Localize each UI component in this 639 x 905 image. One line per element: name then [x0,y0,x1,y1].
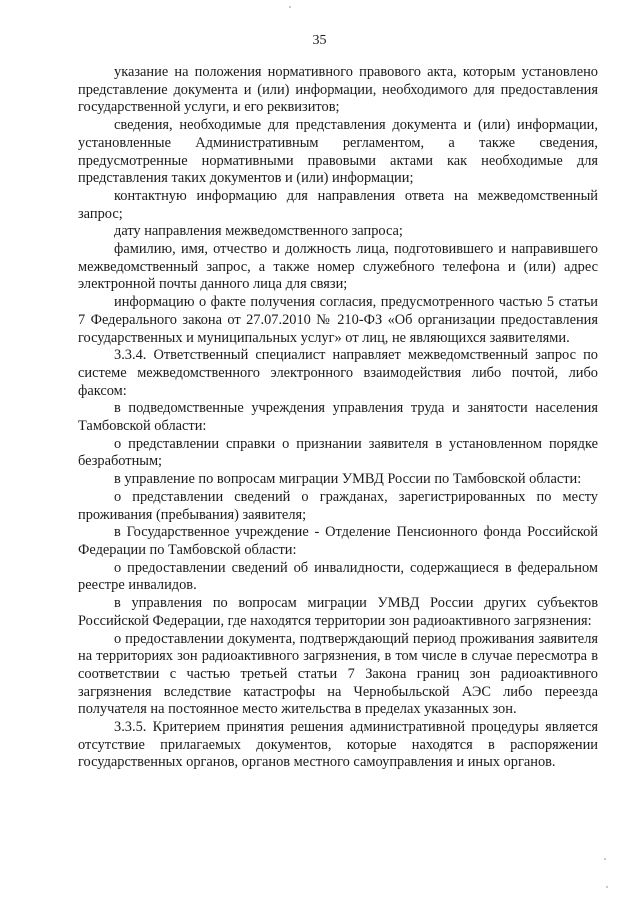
page-number: 35 [312,33,327,48]
paragraph: контактную информацию для направления ответа на межведомственный запрос; [78,187,598,222]
paragraph: в подведомственные учреждения управления труда и занятости населения Тамбовской области: [78,400,598,435]
paragraph: в Государственное учреждение - Отделение Пенсионного фонда Российской Федерации по Тамбовской области: [78,524,598,558]
paragraph: в управление по вопросам миграции УМВД России по Тамбовской области: [114,471,582,488]
paragraph: дату направления межведомственного запроса; [114,223,403,240]
paragraph: 3.3.5. Критерием принятия решения административной процедуры является отсутствие прилагаемых документов, которые находятся в распоряжении государственных органов, органов местного самоуправления и иных органов. [78,719,598,771]
paragraph: о представлении справки о признании заявителя в установленном порядке безработным; [78,435,598,470]
scan-speck [604,858,606,860]
paragraph: о предоставлении сведений об инвалидности, содержащиеся в федеральном реестре инвалидов. [78,559,598,594]
paragraph: 3.3.4. Ответственный специалист направляет межведомственный запрос по системе межведомственного электронного взаимодействия либо почтой, либо факсом: [78,347,598,399]
scan-speck [606,886,608,888]
paragraph: информацию о факте получения согласия, предусмотренного частью 5 статьи 7 Федерального закона от 27.07.2010 № 210-ФЗ «Об организации предоставления государственных и муниципальных услуг» от лиц, не являющихся заявителями. [78,294,598,346]
paragraph: о предоставлении документа, подтверждающий период проживания заявителя на территориях зон радиоактивного загрязнения, в том числе в случае пересмотра в соответствии с частью третьей статьи 7 Закона границ зон радиоактивного загрязнения вследствие катастрофы на Чернобыльской АЭС либо переезда получателя на постоянное место жительства в пределах указанных зон. [78,630,598,718]
paragraph: в управления по вопросам миграции УМВД России других субъектов Российской Федерации, где находятся территории зон радиоактивного загрязнения: [78,595,598,629]
paragraph: о представлении сведений о гражданах, зарегистрированных по месту проживания (пребывания) заявителя; [78,488,598,523]
document-body [78,64,598,772]
paragraph: указание на положения нормативного правового акта, которым установлено представление документа и (или) информации, необходимого для предоставления государственной услуги, и его реквизитов; [78,64,598,116]
paragraph: сведения, необходимые для представления документа и (или) информации, установленные Административным регламентом, а также сведения, предусмотренные нормативными правовыми актами как необходимые для представления таких документов и (или) информации; [78,117,598,187]
scan-speck [289,6,291,8]
paragraph: фамилию, имя, отчество и должность лица, подготовившего и направившего межведомственный запрос, а также номер служебного телефона и (или) адрес электронной почты данного лица для связи; [78,241,598,293]
